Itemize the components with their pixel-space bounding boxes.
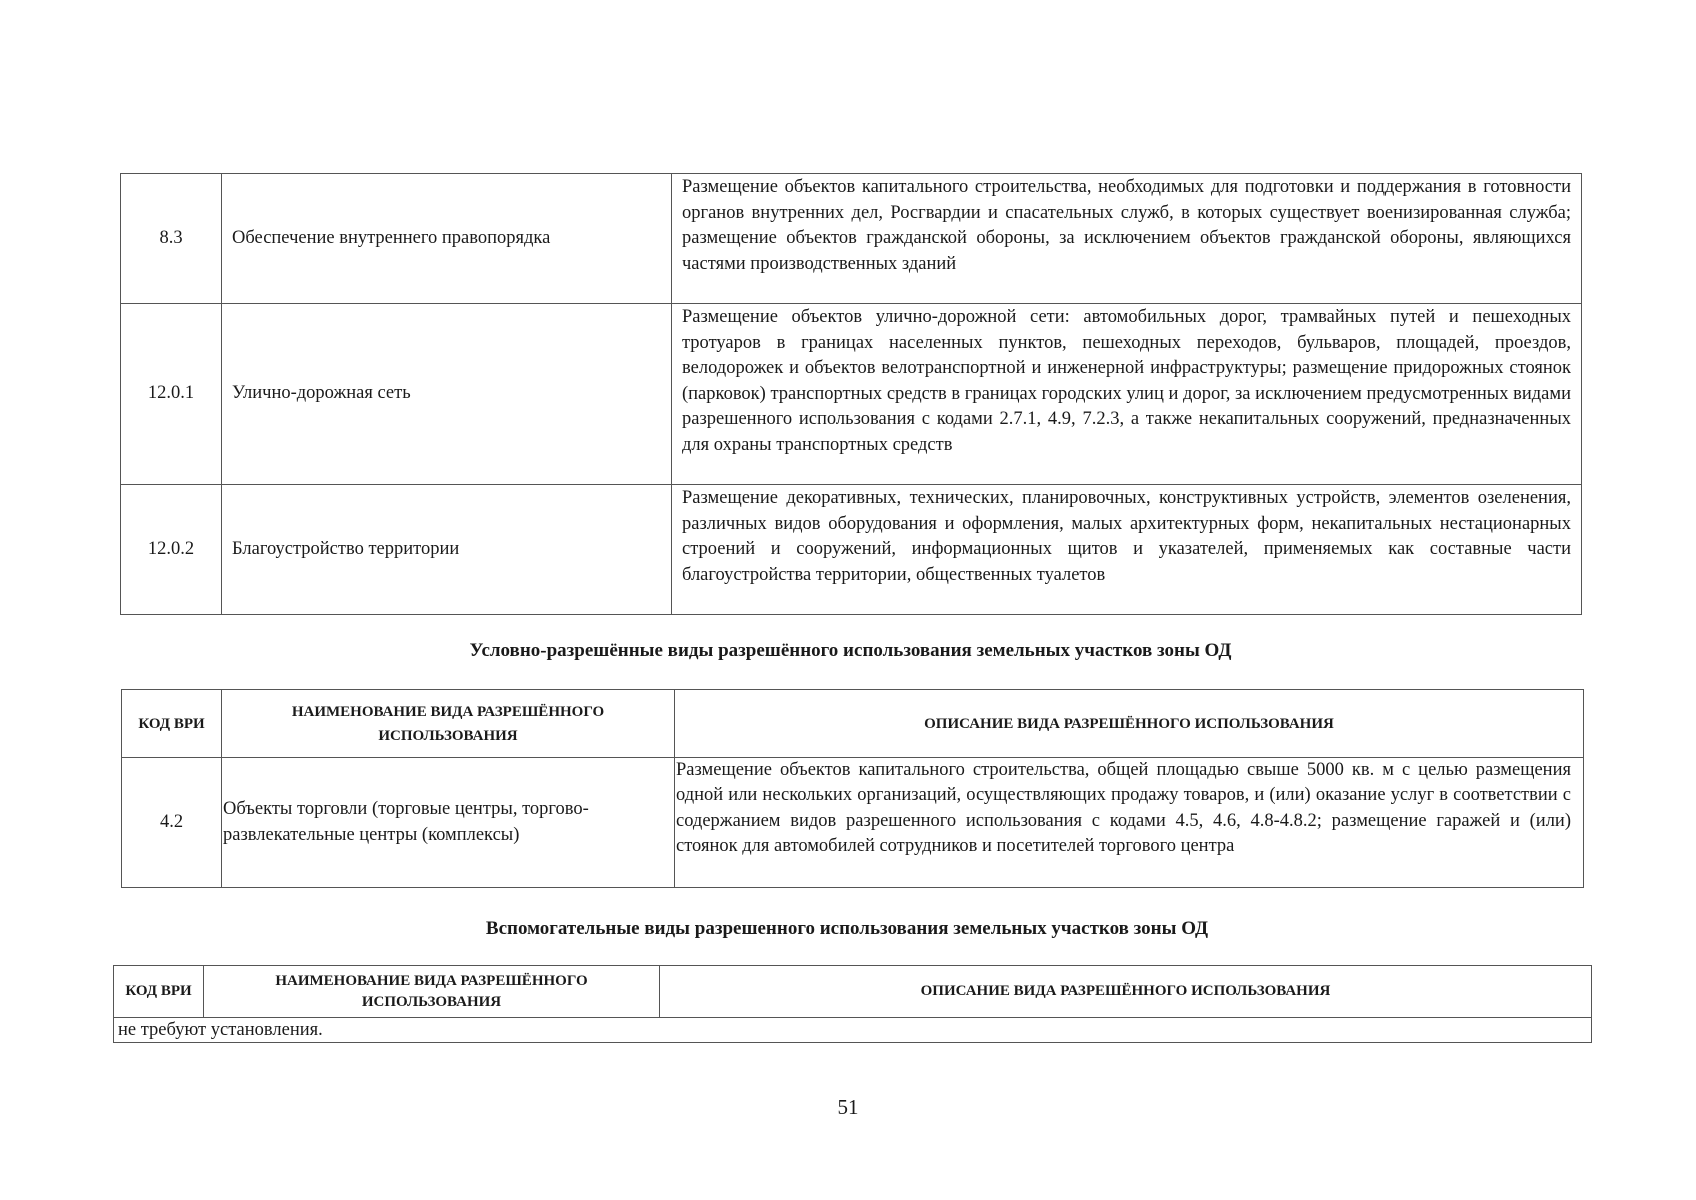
- header-code: КОД ВРИ: [114, 966, 204, 1018]
- header-description: ОПИСАНИЕ ВИДА РАЗРЕШЁННОГО ИСПОЛЬЗОВАНИЯ: [660, 966, 1592, 1018]
- row-code: 4.2: [122, 758, 222, 888]
- table-row: [114, 1018, 1592, 1043]
- section-heading-auxiliary: Вспомогательные виды разрешенного использования земельных участков зоны ОД: [485, 918, 1209, 939]
- row-description: Размещение декоративных, технических, планировочных, конструктивных устройств, элементов озеленения, различных видов оборудования и оформления, малых архитектурных форм, некапитальных нестационарных строений и сооружений, информационных щитов и указателей, применяемых как составные части благоустройства территории, общественных туалетов: [672, 485, 1582, 615]
- row-name: Обеспечение внутреннего правопорядка: [222, 174, 672, 304]
- table-row: [122, 758, 1584, 888]
- row-description: Размещение объектов капитального строительства, общей площадью свыше 5000 кв. м с целью размещения одной или нескольких организаций, осуществляющих продажу товаров, и (или) оказание услуг в соответствии с содержанием видов разрешенного использования с кодами 4.5, 4.6, 4.8-4.8.2; размещение гаражей и (или) стоянок для автомобилей сотрудников и посетителей торгового центра: [675, 758, 1584, 888]
- row-description: Размещение объектов улично-дорожной сети: автомобильных дорог, трамвайных путей и пешеходных тротуаров в границах населенных пунктов, пешеходных переходов, бульваров, площадей, проездов, велодорожек и объектов велотранспортной и инженерной инфраструктуры; размещение придорожных стоянок (парковок) транспортных средств в границах городских улиц и дорог, за исключением предусмотренных видами разрешенного использования с кодами 2.7.1, 4.9, 7.2.3, а также некапитальных сооружений, предназначенных для охраны транспортных средств: [672, 304, 1582, 485]
- row-code: 12.0.1: [121, 304, 222, 485]
- row-description: Размещение объектов капитального строительства, необходимых для подготовки и поддержания в готовности органов внутренних дел, Росгвардии и спасательных служб, в которых существует военизированная служба; размещение объектов гражданской обороны, за исключением объектов гражданской обороны, являющихся частями производственных зданий: [672, 174, 1582, 304]
- table-row: [121, 174, 1582, 304]
- row-code: 12.0.2: [121, 485, 222, 615]
- row-name: Благоустройство территории: [222, 485, 672, 615]
- table-header-row: [122, 690, 1584, 758]
- row-name: Улично-дорожная сеть: [222, 304, 672, 485]
- auxiliary-uses-table: [113, 965, 1592, 1043]
- table-header-row: [114, 966, 1592, 1018]
- header-code: КОД ВРИ: [122, 690, 222, 758]
- page-number: 51: [837, 1095, 859, 1119]
- conditional-uses-table: [121, 689, 1584, 888]
- header-name: НАИМЕНОВАНИЕ ВИДА РАЗРЕШЁННОГО ИСПОЛЬЗОВАНИЯ: [222, 690, 675, 758]
- row-code: 8.3: [121, 174, 222, 304]
- header-description: ОПИСАНИЕ ВИДА РАЗРЕШЁННОГО ИСПОЛЬЗОВАНИЯ: [675, 690, 1584, 758]
- auxiliary-note: не требуют установления.: [114, 1018, 1592, 1043]
- header-name: НАИМЕНОВАНИЕ ВИДА РАЗРЕШЁННОГО ИСПОЛЬЗОВАНИЯ: [204, 966, 660, 1018]
- table-row: [121, 485, 1582, 615]
- permitted-uses-table: [120, 173, 1582, 615]
- table-row: [121, 304, 1582, 485]
- row-name: Объекты торговли (торговые центры, торгово-развлекательные центры (комплексы): [222, 758, 675, 888]
- section-heading-conditional: Условно-разрешённые виды разрешённого использования земельных участков зоны ОД: [469, 640, 1232, 661]
